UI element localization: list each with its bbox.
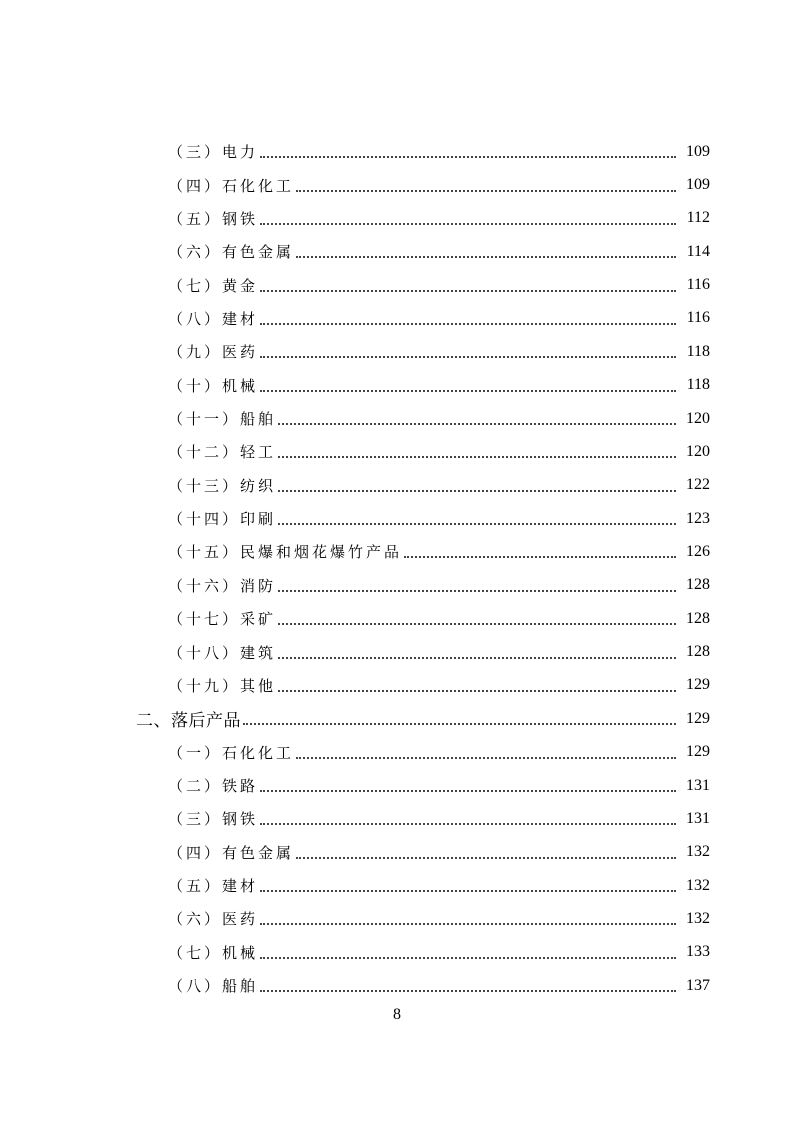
toc-dot-leader [260, 322, 676, 325]
toc-entry-label: （十八）建筑 [168, 643, 277, 662]
toc-subsection-entry[interactable] [0, 802, 794, 835]
toc-subsection-entry[interactable] [0, 869, 794, 902]
toc-subsection-entry[interactable] [0, 435, 794, 468]
toc-entry-page: 118 [686, 376, 710, 394]
toc-dot-leader [260, 355, 676, 358]
toc-dot-leader [243, 722, 676, 725]
toc-subsection-entry[interactable] [0, 402, 794, 435]
toc-dot-leader [260, 789, 676, 792]
toc-subsection-entry[interactable] [0, 535, 794, 568]
toc-entry-page: 133 [686, 943, 710, 961]
toc-subsection-entry[interactable] [0, 936, 794, 969]
table-of-contents [0, 135, 794, 1002]
toc-dot-leader [278, 489, 676, 492]
toc-entry-page: 118 [686, 342, 710, 360]
toc-subsection-entry[interactable] [0, 302, 794, 335]
toc-entry-label: （六）医药 [168, 910, 259, 929]
toc-entry-label: （四）石化化工 [168, 176, 295, 195]
toc-entry-page: 126 [686, 542, 710, 560]
toc-entry-page: 123 [686, 509, 710, 527]
toc-dot-leader [260, 922, 676, 925]
toc-subsection-entry[interactable] [0, 669, 794, 702]
toc-entry-page: 120 [686, 409, 710, 427]
toc-dot-leader [278, 522, 676, 525]
toc-entry-label: （十六）消防 [168, 576, 277, 595]
toc-entry-label: （四）有色金属 [168, 843, 295, 862]
toc-dot-leader [278, 656, 676, 659]
toc-subsection-entry[interactable] [0, 235, 794, 268]
toc-subsection-entry[interactable] [0, 168, 794, 201]
toc-entry-page: 131 [686, 809, 710, 827]
toc-section-entry[interactable] [0, 702, 794, 735]
toc-dot-leader [296, 856, 676, 859]
toc-entry-label: （十九）其他 [168, 676, 277, 695]
toc-entry-page: 129 [686, 743, 710, 761]
toc-subsection-entry[interactable] [0, 969, 794, 1002]
toc-entry-label: （一）石化化工 [168, 743, 295, 762]
toc-entry-page: 129 [686, 709, 710, 727]
toc-entry-label: （五）建材 [168, 877, 259, 896]
toc-subsection-entry[interactable] [0, 836, 794, 869]
toc-entry-page: 132 [686, 876, 710, 894]
toc-dot-leader [260, 889, 676, 892]
toc-entry-label: （六）有色金属 [168, 243, 295, 262]
toc-subsection-entry[interactable] [0, 602, 794, 635]
toc-subsection-entry[interactable] [0, 635, 794, 668]
toc-entry-label: （十一）船舶 [168, 410, 277, 429]
toc-entry-label: （二）铁路 [168, 777, 259, 795]
toc-dot-leader [404, 555, 676, 558]
toc-subsection-entry[interactable] [0, 369, 794, 402]
page-number: 8 [393, 1006, 401, 1023]
toc-subsection-entry[interactable] [0, 902, 794, 935]
toc-entry-label: （十）机械 [168, 376, 259, 395]
toc-entry-label: （九）医药 [168, 343, 259, 362]
toc-entry-page: 131 [686, 776, 710, 794]
toc-subsection-entry[interactable] [0, 769, 794, 802]
toc-dot-leader [260, 956, 676, 959]
toc-entry-page: 129 [686, 676, 710, 694]
toc-entry-label: （八）船舶 [168, 977, 259, 996]
toc-subsection-entry[interactable] [0, 335, 794, 368]
toc-subsection-entry[interactable] [0, 135, 794, 168]
toc-entry-page: 109 [686, 142, 710, 160]
toc-entry-page: 116 [686, 309, 710, 327]
toc-entry-page: 137 [686, 976, 710, 994]
toc-dot-leader [296, 255, 676, 258]
toc-entry-page: 120 [686, 442, 710, 460]
toc-subsection-entry[interactable] [0, 502, 794, 535]
toc-dot-leader [296, 756, 676, 759]
toc-subsection-entry[interactable] [0, 735, 794, 768]
toc-dot-leader [278, 422, 676, 425]
toc-entry-label: （十二）轻工 [168, 443, 277, 462]
toc-entry-label: （七）黄金 [168, 276, 259, 295]
toc-dot-leader [278, 455, 676, 458]
toc-entry-page: 116 [686, 276, 710, 294]
toc-dot-leader [278, 689, 676, 692]
toc-dot-leader [260, 155, 676, 158]
toc-entry-label: （十三）纺织 [168, 476, 277, 495]
toc-entry-label: （五）钢铁 [168, 209, 259, 228]
toc-entry-page: 109 [686, 176, 710, 194]
toc-dot-leader [260, 989, 676, 992]
toc-entry-label: 二、落后产品 [136, 711, 241, 732]
toc-entry-page: 114 [686, 242, 710, 260]
toc-subsection-entry[interactable] [0, 268, 794, 301]
toc-entry-label: （十四）印刷 [168, 510, 277, 529]
toc-entry-label: （三）电力 [168, 143, 259, 162]
toc-entry-page: 128 [686, 643, 710, 661]
toc-subsection-entry[interactable] [0, 202, 794, 235]
toc-dot-leader [296, 189, 676, 192]
toc-entry-page: 112 [686, 209, 710, 227]
toc-entry-page: 132 [686, 843, 710, 861]
toc-dot-leader [278, 622, 676, 625]
toc-entry-label: （七）机械 [168, 943, 259, 962]
toc-dot-leader [260, 822, 676, 825]
toc-entry-page: 122 [686, 476, 710, 494]
toc-dot-leader [278, 589, 676, 592]
toc-entry-page: 128 [686, 609, 710, 627]
toc-entry-label: （十五）民爆和烟花爆竹产品 [168, 543, 403, 562]
toc-entry-label: （三）钢铁 [168, 810, 259, 829]
toc-entry-label: （十七）采矿 [168, 610, 277, 629]
toc-entry-page: 128 [686, 576, 710, 594]
toc-dot-leader [260, 389, 676, 392]
toc-dot-leader [260, 289, 676, 292]
toc-dot-leader [260, 222, 676, 225]
toc-entry-page: 132 [686, 909, 710, 927]
toc-entry-label: （八）建材 [168, 309, 259, 328]
toc-subsection-entry[interactable] [0, 569, 794, 602]
toc-subsection-entry[interactable] [0, 469, 794, 502]
